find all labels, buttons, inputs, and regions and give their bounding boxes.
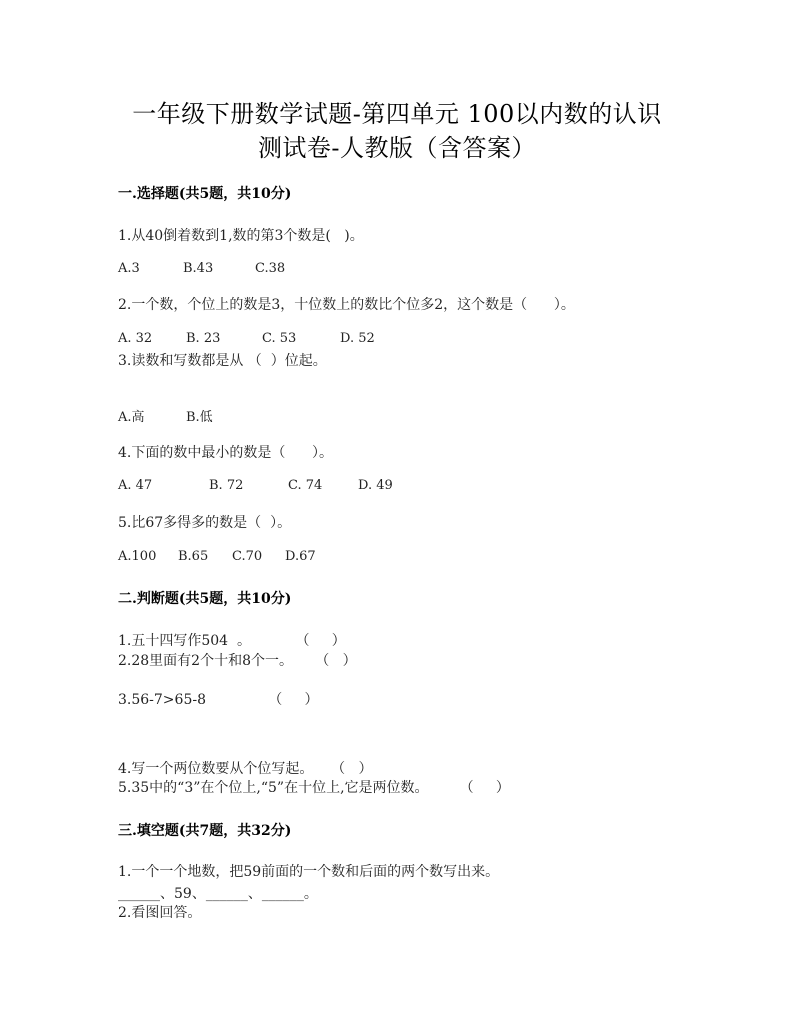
question-5: 5.比67多得多的数是（ ）。 [118,515,292,531]
section-heading-fill: 三.填空题(共7题，共32分) [118,823,292,839]
q5-option-b: B.65 [178,549,209,564]
judgement-item-5: 5.35中的“3”在个位上,“5”在十位上,它是两位数。 （ ） [118,780,510,796]
question-3: 3.读数和写数都是从 （ ）位起。 [118,353,327,369]
q4-option-d: D. 49 [358,478,393,493]
section-heading-judgement: 二.判断题(共5题，共10分) [118,591,292,607]
q5-option-d: D.67 [285,549,316,564]
q3-option-a: A.高 [118,410,145,425]
q4-option-a: A. 47 [118,478,153,493]
q1-option-a: A.3 [118,261,140,276]
page-title-line1: 一年级下册数学试题-第四单元 100以内数的认识 [132,100,662,128]
q2-option-d: D. 52 [340,331,375,346]
question-4: 4.下面的数中最小的数是（ ）。 [118,445,334,461]
q1-option-c: C.38 [255,261,286,276]
question-2: 2.一个数，个位上的数是3，十位数上的数比个位多2，这个数是（ ）。 [118,297,575,313]
section-heading-choice: 一.选择题(共5题，共10分) [118,186,292,202]
q4-option-b: B. 72 [209,478,244,493]
fill-item-1: 1.一个一个地数，把59前面的一个数和后面的两个数写出来。 [118,864,500,880]
fill-item-1-blanks: ______、59、______、______。 [118,886,318,902]
q3-option-b: B.低 [186,410,213,425]
page-title-line2: 测试卷-人教版（含答案） [257,134,537,162]
q1-option-b: B.43 [183,261,214,276]
judgement-item-2: 2.28里面有2个十和8个一。 （ ） [118,653,357,669]
fill-item-2: 2.看图回答。 [118,905,202,921]
q2-option-a: A. 32 [118,331,153,346]
q5-option-c: C.70 [232,549,263,564]
q5-option-a: A.100 [118,549,157,564]
question-1: 1.从40倒着数到1,数的第3个数是( )。 [118,228,364,244]
q2-option-b: B. 23 [186,331,221,346]
judgement-item-3: 3.56-7>65-8 （ ） [118,692,319,708]
judgement-item-1: 1.五十四写作504 。 （ ） [118,633,346,649]
q4-option-c: C. 74 [288,478,323,493]
q2-option-c: C. 53 [262,331,297,346]
judgement-item-4: 4.写一个两位数要从个位写起。 （ ） [118,761,373,777]
